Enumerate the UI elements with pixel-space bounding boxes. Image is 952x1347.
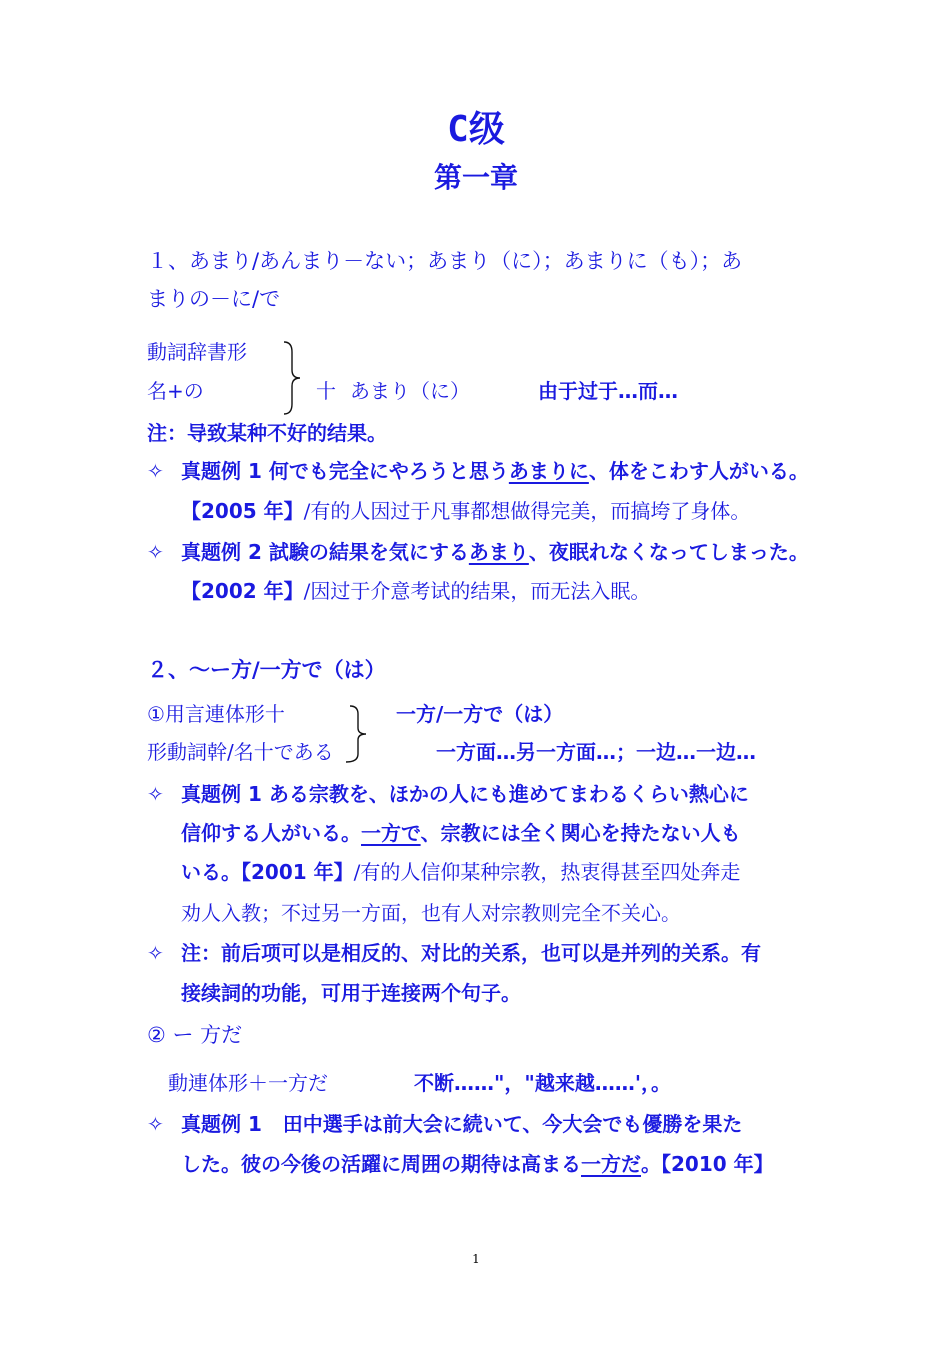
page-number: 1 <box>472 1252 480 1266</box>
example-4: ✧ 真题例 1 田中選手は前大会に続いて、今大会でも優勝を果た <box>147 1109 742 1139</box>
form-noun-no: 名+の <box>147 379 204 403</box>
bullet-icon: ✧ <box>147 459 164 483</box>
plus-sign: 十 <box>316 379 336 403</box>
section-2-heading: ２、～ー方/一方で（は） <box>147 658 386 682</box>
section-1-heading-line-2: まりの－に/で <box>147 287 281 311</box>
form-1-a: ①用言連体形十 <box>147 702 285 726</box>
meaning-amari: 由于过于…而… <box>538 379 678 403</box>
bullet-icon: ✧ <box>147 941 164 965</box>
bullet-icon: ✧ <box>147 782 164 806</box>
example-3-line-4: 劝人入教；不过另一方面，也有人对宗教则完全不关心。 <box>181 901 681 925</box>
right-brace-icon <box>340 704 370 764</box>
note-ippou: ✧ 注：前后项可以是相反的、对比的关系，也可以是并列的关系。有 <box>147 938 761 968</box>
bullet-icon: ✧ <box>147 540 164 564</box>
form-2-heading: ② ー 方だ <box>147 1023 243 1047</box>
example-4-line-2: した。彼の今後の活躍に周囲の期待は高まる一方だ。【2010 年】 <box>181 1152 774 1176</box>
right-brace-icon <box>280 340 304 416</box>
pattern-amari: あまり（に） <box>350 379 470 403</box>
example-2: ✧ 真题例 2 試験の結果を気にするあまり、夜眠れなくなってしまった。 <box>147 537 809 567</box>
example-1-translation: 【2005 年】/有的人因过于凡事都想做得完美，而搞垮了身体。 <box>181 499 751 523</box>
example-2-translation: 【2002 年】/因过于介意考试的结果，而无法入眠。 <box>181 579 651 603</box>
example-1: ✧ 真题例 1 何でも完全にやろうと思うあまりに、体をこわす人がいる。 <box>147 456 809 486</box>
example-3-line-2: 信仰する人がいる。一方で、宗教には全く関心を持たない人も <box>181 821 741 845</box>
example-3: ✧ 真题例 1 ある宗教を、ほかの人にも進めてまわるくらい熱心に <box>147 779 749 809</box>
section-1-heading-line-1: １、あまり/あんまり－ない；あまり（に）；あまりに（も）；あ <box>147 249 743 273</box>
note-amari: 注：导致某种不好的结果。 <box>147 421 387 445</box>
page-title: C级 <box>447 109 505 150</box>
example-3-line-3: いる。【2001 年】/有的人信仰某种宗教，热衷得甚至四处奔走 <box>181 860 741 884</box>
bullet-icon: ✧ <box>147 1112 164 1136</box>
meaning-ippou: 一方面…另一方面…；一边…一边… <box>436 740 756 764</box>
meaning-ippouda: 不断……"，"越来越……'，。 <box>414 1071 671 1095</box>
note-ippou-line-2: 接续詞的功能，可用于连接两个句子。 <box>181 981 521 1005</box>
chapter-title: 第一章 <box>433 161 518 194</box>
form-verb-dictionary: 動詞辞書形 <box>147 340 247 364</box>
form-2: 動連体形＋一方だ <box>168 1071 328 1095</box>
pattern-ippou: 一方/一方で（は） <box>396 702 564 726</box>
form-1-b: 形動詞幹/名十である <box>147 740 334 764</box>
